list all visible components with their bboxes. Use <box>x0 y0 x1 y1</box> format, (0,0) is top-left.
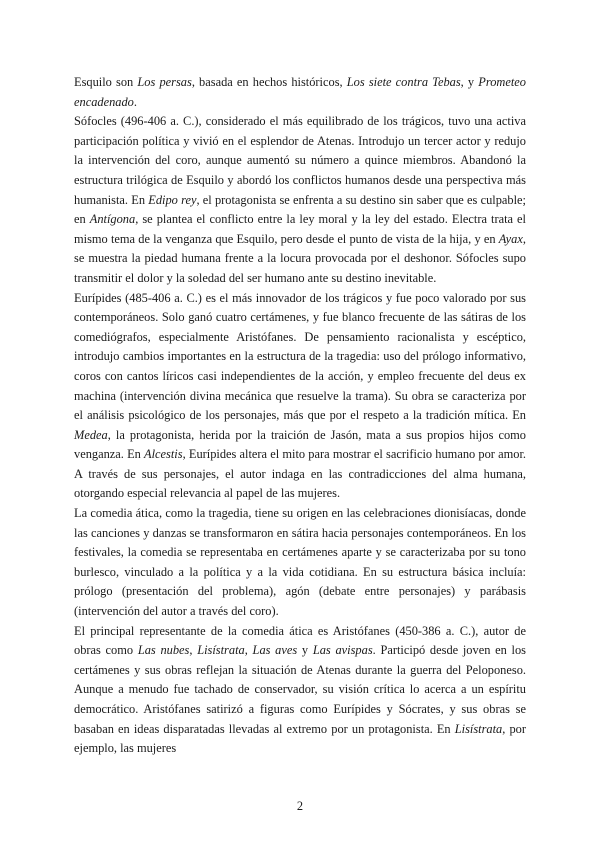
work-title: Alcestis <box>144 447 183 462</box>
text-run: , basada en hechos históricos, <box>191 75 347 89</box>
work-title: Los persas <box>137 75 192 89</box>
text-run: El principal representante de la comedia ática es Aristófanes (450-386 a. C.), autor de obras como <box>74 623 526 658</box>
text-run: , y <box>460 75 479 89</box>
work-title: Las nubes <box>137 643 190 658</box>
paragraph-aristofanes <box>74 622 526 759</box>
work-title: Las aves <box>252 643 298 658</box>
text-run: , <box>189 643 198 658</box>
text-run: , el protagonista se enfrenta a su destino sin saber que es culpable; en <box>74 192 526 227</box>
work-title: Lisístrata <box>197 643 245 658</box>
text-run: , <box>244 643 253 658</box>
text-run: La comedia ática, como la tragedia, tiene su origen en las celebraciones dionisíacas, donde las canciones y danzas se transformaron en sátira hacia personajes contemporáneos. En los festivales, la comedia se representaba en certámenes aparte y se caracterizaba por su tono burlesco, vinculado a la política y a la vida cotidiana. En su estructura básica incluía: prólogo (presentación del problema), agón (debate entre personajes) y parábasis (intervención del autor a través del coro). <box>74 506 526 619</box>
text-run: Sófocles (496-406 a. C.), considerado el más equilibrado de los trágicos, tuvo una activa participación política y vivió en el esplendor de Atenas. Introdujo un tercer actor y redujo la intervención del coro, aunque aumentó su número a quince miembros. Abandonó la estructura trilógica de Esquilo y abordó los conflictos humanos desde una perspectiva más humanista. En <box>74 114 526 207</box>
document-body <box>74 73 526 759</box>
paragraph-esquilo-works <box>74 73 526 112</box>
text-run: , la protagonista, herida por la traición de Jasón, mata a sus propios hijos como venganza. En <box>74 427 526 462</box>
text-run: Esquilo son <box>74 75 138 89</box>
work-title: Prometeo encadenado <box>74 75 526 109</box>
paragraph-comedia-atica <box>74 504 526 622</box>
work-title: Las avispas <box>312 643 373 658</box>
text-run: y <box>297 643 313 658</box>
work-title: Lisístrata <box>454 721 503 736</box>
work-title: Edipo rey <box>148 192 197 207</box>
text-run: , se plantea el conflicto entre la ley moral y la ley del estado. Electra trata el mismo tema de la venganza que Esquilo, pero desde el punto de vista de la hija, y en <box>74 212 526 246</box>
paragraph-sofocles <box>74 112 526 288</box>
text-run: . Participó desde joven en los certámenes y sus obras reflejan la situación de Atenas durante la guerra del Peloponeso. Aunque a menudo fue tachado de conservador, su visión crítica lo acerca a un espíritu democrático. Aristófanes satirizó a figuras como Eurípides y Sócrates, y sus obras se basaban en ideas disparatadas llevadas al extremo por un protagonista. En <box>74 643 526 736</box>
page-number: 2 <box>296 799 304 813</box>
text-run: . <box>133 94 137 109</box>
text-run: , Eurípides altera el mito para mostrar el sacrificio humano por amor. A través de sus personajes, el autor indaga en las contradicciones del alma humana, otorgando especial relevancia al papel de las mujeres. <box>74 447 526 501</box>
paragraph-euripides <box>74 289 526 505</box>
work-title: Los siete contra Tebas <box>346 75 461 89</box>
text-run: , por ejemplo, las mujeres <box>74 721 526 756</box>
text-run: Eurípides (485-406 a. C.) es el más innovador de los trágicos y fue poco valorado por sus contemporáneos. Solo ganó cuatro certámenes, y fue blanco frecuente de las sátiras de los comediógrafos, especialmente Aristófanes. De pensamiento racionalista y escéptico, introdujo cambios importantes en la estructura de la tragedia: uso del prólogo informativo, coros con cantos líricos casi independientes de la acción, y empleo frecuente del deus ex machina (intervención divina mecánica que resuelve la trama). Su obra se caracteriza por el análisis psicológico de los personajes, más que por el respeto a la tradición mítica. En <box>74 290 526 423</box>
text-run: , se muestra la piedad humana frente a la locura provocada por el deshonor. Sófocles supo transmitir el dolor y la soledad del ser humano ante su destino inevitable. <box>74 231 526 285</box>
work-title: Medea <box>74 427 108 442</box>
work-title: Ayax <box>498 231 523 246</box>
work-title: Antígona <box>89 212 136 227</box>
